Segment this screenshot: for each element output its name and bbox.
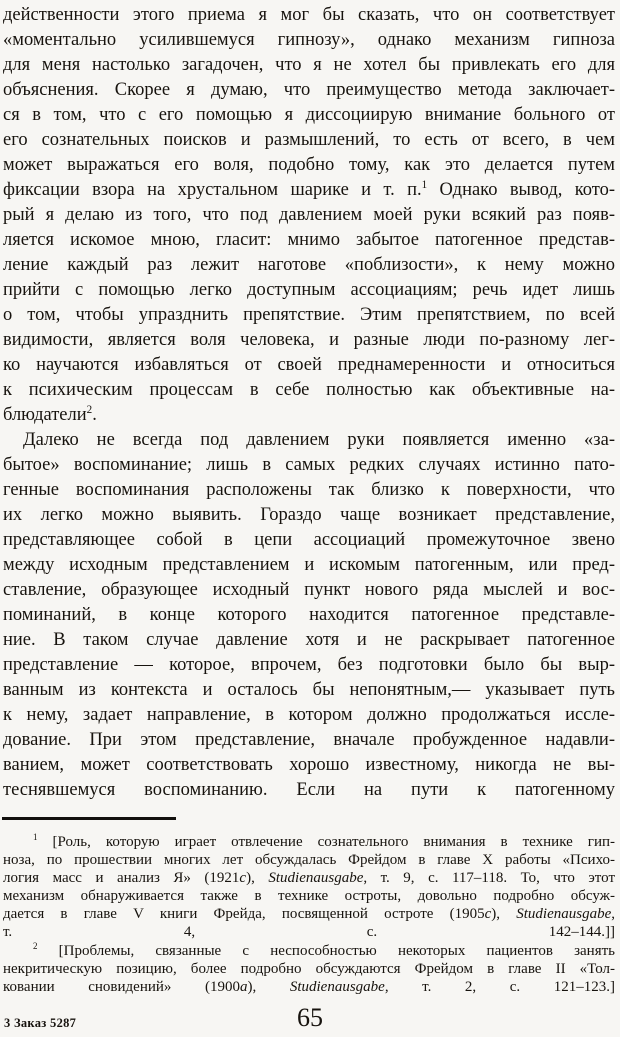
text-line: для меня настолько загадочен, что я не хотел бы привлекать его для: [3, 55, 615, 75]
text-line: рый я делаю из того, что под давлением моей руки всякий раз появ-: [3, 205, 615, 225]
text-line: ноза, по прошествии многих лет обсуждалась Фрейдом в главе X работы «Психо-: [3, 852, 615, 869]
text-line: логия масс и анализ Я» (1921c), Studienausgabe, т. 9, с. 117–118. То, что этот: [3, 870, 615, 887]
text-line: блюдатели$^2$.: [3, 403, 97, 425]
text-line: их легко можно выявить. Гораздо чаще возникает представление,: [3, 505, 615, 525]
text-line: о том, чтобы упразднить препятствие. Этим препятствием, по всей: [3, 305, 615, 325]
text-line: поминаний, в конце которого находится патогенное представле-: [3, 605, 615, 625]
text-line: генные воспоминания расположены так близко к поверхности, что: [3, 480, 615, 500]
text-line: к нему, задает направление, в котором должно продолжаться иссле-: [3, 705, 615, 725]
text-line: фиксации взора на хрустальном шарике и т. п.$^1$ Однако вывод, кото-: [3, 178, 616, 200]
text-line: дование. При этом представление, вначале пробужденное надавли-: [3, 730, 615, 750]
text-line: прийти с помощью легко доступным ассоциациям; речь идет лишь: [3, 280, 615, 300]
text-line: теснявшемуся воспоминанию. Если на пути к патогенному: [3, 780, 615, 800]
text-line: действенности этого приема я мог бы сказать, что он соответствует: [3, 5, 615, 25]
text-line: представление — которое, впрочем, без подготовки было бы выр-: [3, 655, 615, 675]
text-line: ляется искомое мною, гласит: мнимо забытое патогенное представ-: [3, 230, 615, 250]
text-line: механизм обнаруживается также в технике остроты, довольно подробно обсуж-: [3, 888, 615, 905]
italic-text: Studienausgabe: [289, 978, 385, 995]
text-line: Далеко не всегда под давлением руки появляется именно «за-: [23, 430, 615, 450]
text-line: ставление, образующее исходный пункт нового ряда мыслей и вос-: [3, 580, 615, 600]
text-line: к психическим процессам в себе полностью как объективные на-: [3, 380, 615, 400]
text-line: ление каждый раз лежит наготове «поблизости», к нему можно: [3, 255, 615, 275]
text-line: представляющее собой в цепи ассоциаций промежуточное звено: [3, 530, 615, 550]
body-text-block: [3, 3, 615, 803]
footnotes-block: [3, 833, 615, 996]
footnote-ref: 2: [33, 940, 38, 951]
text-line: объяснения. Скорее я думаю, что преимущество метода заключает-: [3, 80, 615, 100]
text-line: ние. В таком случае давление хотя и не раскрывает патогенное: [3, 630, 615, 650]
text-line: может выражаться его воля, подобно тому, как это делается путем: [3, 155, 615, 175]
italic-text: c: [239, 870, 247, 887]
text-line: ванным из контекста и осталось бы непонятным,— указывает путь: [3, 680, 615, 700]
print-order-note: 3 Заказ 5287: [4, 1016, 77, 1030]
text-line: ко научаются избавляться от своей преднамеренности и относиться: [3, 355, 615, 375]
text-line: $^2$ [Проблемы, связанные с неспособностью некоторых пациентов занять: [33, 940, 615, 959]
footnote-ref: 2: [86, 403, 93, 416]
italic-text: Studienausgabe: [516, 906, 612, 923]
footnote-separator: [2, 817, 176, 820]
text-line: видимости, является воля человека, и разные люди по-разному лег-: [3, 330, 615, 350]
italic-text: a: [239, 978, 248, 995]
text-line: ковании сновидений» (1900a), Studienausgabe, т. 2, с. 121–123.]: [3, 978, 615, 995]
text-line: $^1$ [Роль, которую играет отвлечение сознательного внимания в технике гип-: [33, 832, 615, 850]
footnote-ref: 1: [421, 178, 428, 191]
text-line: бытое» воспоминание; лишь в самых редких случаях истинно пато-: [3, 455, 615, 475]
text-line: ся в том, что с его помощью я диссоциирую внимание больного от: [3, 105, 615, 125]
text-line: «моментально усилившемуся гипнозу», однако механизм гипноза: [3, 30, 615, 50]
text-line: его сознательных поисков и размышлений, то есть от всего, в чем: [3, 130, 615, 150]
text-line: ванием, может соответствовать хорошо известному, никогда не вы-: [3, 755, 615, 775]
italic-text: Studienausgabe: [268, 870, 364, 887]
text-line: дается в главе V книги Фрейда, посвященной остроте (1905c), Studienausgabe,: [3, 906, 615, 923]
text-line: т. 4, с. 142–144.]]: [3, 924, 615, 941]
page-number: 65: [297, 1003, 323, 1032]
text-line: некритическую позицию, более подробно обсуждаются Фрейдом в главе II «Тол-: [3, 960, 615, 977]
footnote-ref: 1: [33, 832, 38, 842]
italic-text: c: [484, 906, 492, 923]
text-line: между исходным представлением и искомым патогенным, или пред-: [3, 555, 615, 575]
